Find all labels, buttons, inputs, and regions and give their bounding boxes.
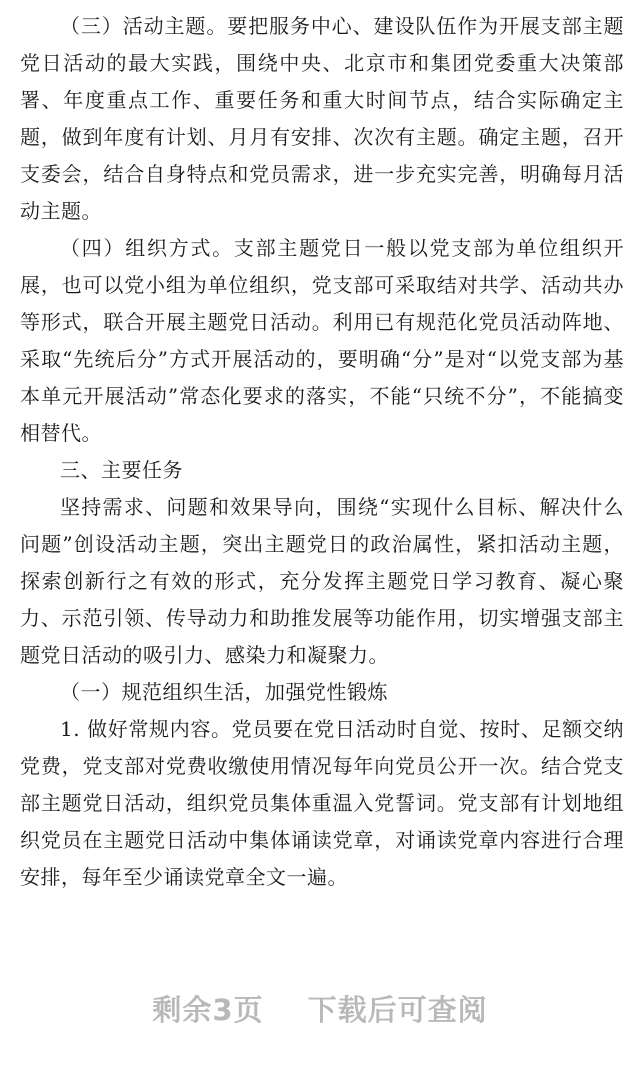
paragraph-routine-content: 1. 做好常规内容。党员要在党日活动时自觉、按时、足额交纳党费，党支部对党费收缴使用情况每年向党员公开一次。结合党支部主题党日活动，组织党员集体重温入党誓词。党支部有计划地组织党员在主题党日活动中集体诵读党章，对诵读党章内容进行合理安排，每年至少诵读党章全文一遍。 (20, 717, 624, 889)
section-heading-main-tasks: 三、主要任务 (60, 458, 183, 482)
paragraph-organization-method: （四）组织方式。支部主题党日一般以党支部为单位组织开展，也可以党小组为单位组织，党支部可采取结对共学、活动共办等形式，联合开展主题党日活动。利用已有规范化党员活动阵地、采取“先统后分”方式开展活动的，要明确“分”是对“以党支部为基本单元开展活动”常态化要求的落实，不能“只统不分”，不能搞变相替代。 (20, 236, 624, 445)
remaining-pages-label: 剩余3页 (152, 993, 264, 1027)
download-notice[interactable] (0, 988, 640, 1029)
paragraph-activity-theme: （三）活动主题。要把服务中心、建设队伍作为开展支部主题党日活动的最大实践，围绕中央、北京市和集团党委重大决策部署、年度重点工作、重要任务和重大时间节点，结合实际确定主题，做到年度有计划、月月有安排、次次有主题。确定主题，召开支委会，结合自身特点和党员需求，进一步充实完善，明确每月活动主题。 (20, 14, 624, 223)
paragraph-main-tasks: 坚持需求、问题和效果导向，围绕“实现什么目标、解决什么问题”创设活动主题，突出主题党日的政治属性，紧扣活动主题，探索创新行之有效的形式，充分发挥主题党日学习教育、凝心聚力、示范引领、传导动力和助推发展等功能作用，切实增强支部主题党日活动的吸引力、感染力和凝聚力。 (20, 495, 624, 667)
download-prompt-label: 下载后可查阅 (307, 993, 488, 1027)
document-body (20, 8, 624, 896)
subheading-standardize-organization-life: （一）规范组织生活，加强党性锻炼 (60, 680, 388, 704)
